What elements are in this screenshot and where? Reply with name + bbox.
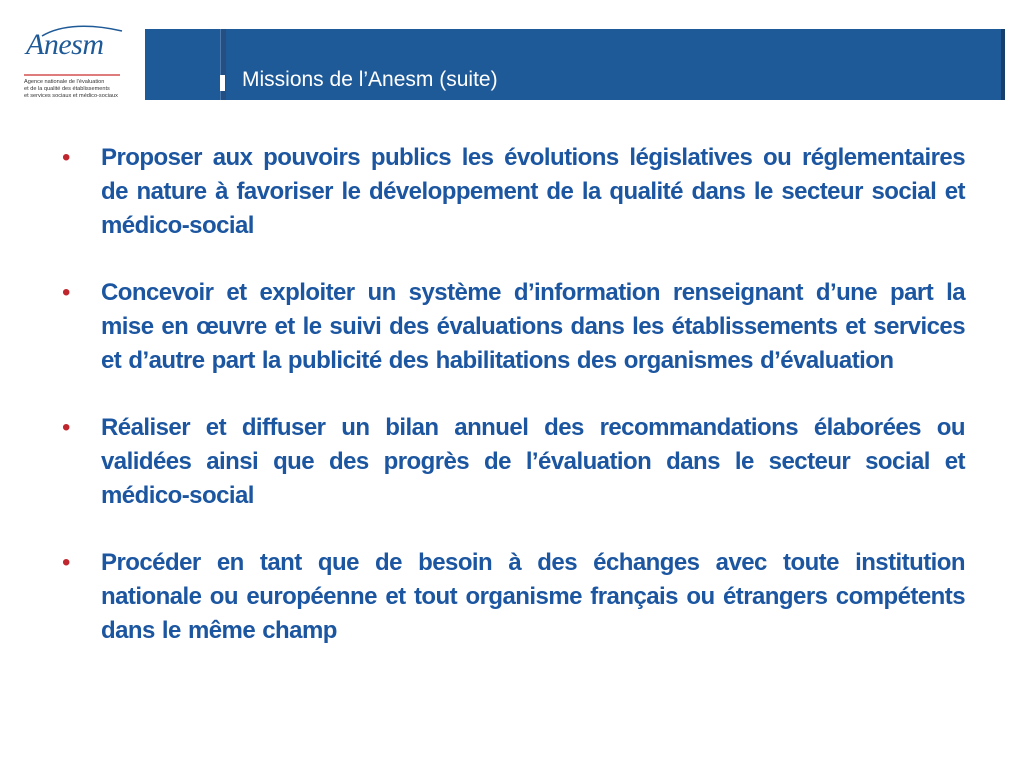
list-item (60, 411, 965, 513)
list-item (60, 141, 965, 243)
page-title: Missions de l’Anesm (suite) (242, 68, 498, 91)
logo-tagline (24, 79, 134, 100)
bullet-icon: • (62, 414, 71, 441)
mission-list (60, 141, 965, 681)
list-item-text: Proposer aux pouvoirs publics les évolutions législatives ou réglementaires de nature à favoriser le développement de la qualité dans le secteur social et médico-social (101, 144, 965, 239)
logo-tagline-line: Agence nationale de l'évaluation (24, 79, 105, 85)
logo-divider (24, 74, 120, 76)
logo-tagline-line: et de la qualité des établissements (24, 86, 110, 92)
list-item-text: Réaliser et diffuser un bilan annuel des recommandations élaborées ou validées ainsi que des progrès de l’évaluation dans le secteur social et médico-social (101, 414, 965, 509)
title-banner (145, 29, 1005, 100)
bullet-icon: • (62, 279, 71, 306)
list-item (60, 276, 965, 378)
logo-tagline-line: et services sociaux et médico-sociaux (24, 93, 118, 99)
list-item-text: Concevoir et exploiter un système d’information renseignant d’une part la mise en œuvre et le suivi des évaluations dans les établissements et services et d’autre part la publicité des habilitations des organismes d’évaluation (101, 279, 965, 374)
bullet-icon: • (62, 549, 71, 576)
logo-wordmark: Anesm (26, 28, 104, 61)
list-item-text: Procéder en tant que de besoin à des échanges avec toute institution nationale ou européenne et tout organisme français ou étrangers compétents dans le même champ (101, 549, 965, 644)
banner-accent-bar (220, 75, 225, 91)
list-item (60, 546, 965, 648)
anesm-logo (20, 22, 130, 108)
bullet-icon: • (62, 144, 71, 171)
